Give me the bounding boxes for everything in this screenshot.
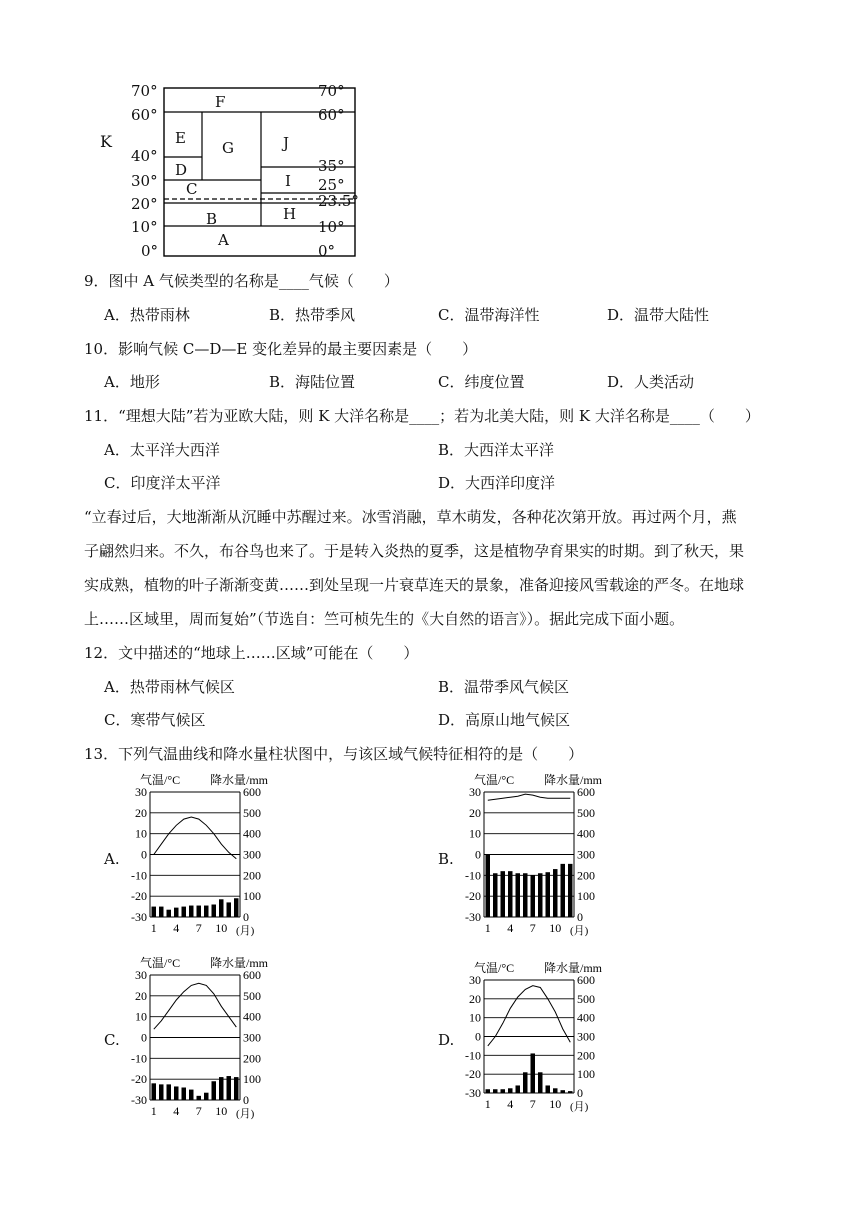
month-unit-label: (月) xyxy=(236,925,255,937)
chart-c-label: C. xyxy=(104,1031,120,1049)
temperature-tick-label: 30 xyxy=(135,785,147,799)
temperature-tick-label: -10 xyxy=(465,868,481,883)
precipitation-bar-5 xyxy=(516,873,521,917)
month-tick-label: 1 xyxy=(484,1097,491,1111)
lat-right-23-5: 23.5° xyxy=(318,192,359,210)
precipitation-tick-label: 300 xyxy=(577,1029,595,1044)
month-tick-label: 4 xyxy=(173,921,180,935)
region-a: A xyxy=(218,231,229,249)
q9-option-c: C．温带海洋性 xyxy=(438,306,540,324)
temperature-tick-label: -20 xyxy=(465,889,481,904)
precipitation-bar-10 xyxy=(553,1088,558,1093)
q11-option-a: A．太平洋大西洋 xyxy=(104,441,220,459)
precipitation-tick-label: 100 xyxy=(243,889,261,904)
precipitation-bar-1 xyxy=(486,855,491,918)
precipitation-bar-12 xyxy=(234,898,239,917)
precipitation-bar-8 xyxy=(538,873,543,917)
lat-left-0: 0° xyxy=(141,242,159,260)
q12-option-d: D．高原山地气候区 xyxy=(438,711,571,729)
chart-a-label: A. xyxy=(104,850,120,868)
q9-option-d: D．温带大陆性 xyxy=(607,306,710,324)
temperature-tick-label: 20 xyxy=(135,988,147,1003)
precipitation-bar-5 xyxy=(182,1088,187,1101)
lat-left-20: 20° xyxy=(131,195,158,213)
precipitation-bar-11 xyxy=(561,1090,566,1093)
precipitation-tick-label: 100 xyxy=(243,1072,261,1087)
precipitation-bar-4 xyxy=(174,1086,179,1100)
passage-line-1: “立春过后，大地渐渐从沉睡中苏醒过来。冰雪消融，草木萌发，各种花次第开放。再过两个月，燕 xyxy=(84,508,737,526)
precipitation-bar-2 xyxy=(493,1089,498,1093)
precipitation-tick-label: 0 xyxy=(243,1093,249,1107)
temperature-axis-title: 气温/°C xyxy=(140,956,181,970)
temperature-tick-label: 0 xyxy=(475,1029,481,1044)
precipitation-bar-1 xyxy=(152,1083,157,1100)
precipitation-bar-7 xyxy=(197,906,202,917)
temperature-tick-label: 10 xyxy=(135,826,147,841)
precipitation-bar-1 xyxy=(486,1089,491,1093)
month-unit-label: (月) xyxy=(570,1101,589,1113)
temperature-tick-label: 10 xyxy=(135,1009,147,1024)
temperature-tick-label: 30 xyxy=(469,785,481,799)
precipitation-bar-9 xyxy=(546,872,551,917)
precipitation-bar-5 xyxy=(516,1085,521,1093)
temperature-tick-label: 30 xyxy=(469,973,481,987)
precipitation-tick-label: 300 xyxy=(243,1030,261,1045)
lat-left-10: 10° xyxy=(131,218,158,236)
precipitation-tick-label: 600 xyxy=(243,968,261,982)
temperature-tick-label: 20 xyxy=(469,991,481,1006)
precipitation-bar-3 xyxy=(501,871,506,917)
climate-chart-b xyxy=(452,772,612,942)
temperature-tick-label: -10 xyxy=(131,1051,147,1066)
precipitation-tick-label: 400 xyxy=(577,826,595,841)
lat-left-70: 70° xyxy=(131,82,158,100)
precipitation-tick-label: 300 xyxy=(243,847,261,862)
temperature-axis-title: 气温/°C xyxy=(140,773,181,787)
precipitation-tick-label: 200 xyxy=(577,868,595,883)
q10-option-d: D．人类活动 xyxy=(607,373,695,391)
temperature-tick-label: 10 xyxy=(469,1010,481,1025)
precipitation-tick-label: 100 xyxy=(577,1067,595,1082)
temperature-tick-label: 20 xyxy=(469,805,481,820)
precipitation-bar-6 xyxy=(189,1090,194,1100)
chart-b-label: B. xyxy=(438,850,454,868)
month-unit-label: (月) xyxy=(236,1108,255,1120)
precipitation-bar-9 xyxy=(546,1085,551,1093)
question-12-stem: 12．文中描述的“地球上……区域”可能在（ ） xyxy=(84,644,419,662)
precipitation-bar-8 xyxy=(204,1093,209,1100)
q10-option-c: C．纬度位置 xyxy=(438,373,525,391)
region-e: E xyxy=(175,129,186,147)
q12-option-c: C．寒带气候区 xyxy=(104,711,206,729)
precipitation-bar-12 xyxy=(234,1077,239,1100)
climate-chart-c xyxy=(118,955,278,1125)
temperature-tick-label: 20 xyxy=(135,805,147,820)
month-tick-label: 7 xyxy=(529,1097,536,1111)
precipitation-tick-label: 500 xyxy=(243,988,261,1003)
precipitation-tick-label: 200 xyxy=(243,868,261,883)
temperature-tick-label: 0 xyxy=(475,847,481,862)
precipitation-tick-label: 0 xyxy=(243,910,249,924)
precipitation-bar-5 xyxy=(182,907,187,917)
precipitation-bar-11 xyxy=(561,864,566,917)
temperature-curve xyxy=(488,794,571,800)
precipitation-bar-8 xyxy=(204,906,209,917)
passage-line-4: 上……区域里，周而复始”（节选自：竺可桢先生的《大自然的语言》）。据此完成下面小题。 xyxy=(84,610,685,628)
q11-option-c: C．印度洋太平洋 xyxy=(104,474,221,492)
precipitation-tick-label: 500 xyxy=(577,805,595,820)
precipitation-bar-10 xyxy=(553,869,558,917)
question-13-stem: 13．下列气温曲线和降水量柱状图中，与该区域气候特征相符的是（ ） xyxy=(84,745,584,763)
climate-chart-d xyxy=(452,960,612,1118)
region-j: J xyxy=(283,134,290,152)
precipitation-tick-label: 200 xyxy=(243,1051,261,1066)
precipitation-tick-label: 600 xyxy=(243,785,261,799)
lat-left-60: 60° xyxy=(131,106,158,124)
precipitation-tick-label: 600 xyxy=(577,973,595,987)
temperature-tick-label: -30 xyxy=(465,1086,481,1100)
lat-left-30: 30° xyxy=(131,172,158,190)
precipitation-axis-title: 降水量/mm xyxy=(210,956,269,970)
question-10-stem: 10．影响气候 C—D—E 变化差异的最主要因素是（ ） xyxy=(84,340,478,358)
precipitation-bar-7 xyxy=(531,1053,536,1093)
precipitation-tick-label: 0 xyxy=(577,910,583,924)
precipitation-tick-label: 400 xyxy=(243,1009,261,1024)
precipitation-bar-2 xyxy=(493,873,498,917)
temperature-axis-title: 气温/°C xyxy=(474,961,515,975)
q10-option-b: B．海陆位置 xyxy=(269,373,356,391)
precipitation-bar-10 xyxy=(219,899,224,917)
temperature-tick-label: 10 xyxy=(469,826,481,841)
passage-line-2: 子翩然归来。不久，布谷鸟也来了。于是转入炎热的夏季，这是植物孕育果实的时期。到了秋天，果 xyxy=(84,542,745,560)
month-tick-label: 1 xyxy=(150,921,157,935)
precipitation-tick-label: 100 xyxy=(577,889,595,904)
q11-option-b: B．大西洋太平洋 xyxy=(438,441,555,459)
climate-chart-a xyxy=(118,772,278,942)
precipitation-tick-label: 400 xyxy=(577,1010,595,1025)
month-tick-label: 7 xyxy=(195,921,202,935)
precipitation-bar-11 xyxy=(227,1076,232,1100)
precipitation-bar-3 xyxy=(167,1084,172,1100)
precipitation-tick-label: 300 xyxy=(577,847,595,862)
precipitation-bar-6 xyxy=(523,873,528,917)
temperature-tick-label: -20 xyxy=(131,889,147,904)
q9-option-a: A．热带雨林 xyxy=(104,306,190,324)
q10-option-a: A．地形 xyxy=(104,373,160,391)
region-f: F xyxy=(215,93,226,111)
precipitation-tick-label: 500 xyxy=(577,991,595,1006)
precipitation-bar-11 xyxy=(227,902,232,917)
lat-right-35: 35° xyxy=(318,157,345,175)
precipitation-bar-4 xyxy=(508,1088,513,1093)
temperature-curve xyxy=(154,983,237,1029)
ideal-continent-diagram xyxy=(95,80,375,265)
month-tick-label: 1 xyxy=(150,1104,157,1118)
month-tick-label: 1 xyxy=(484,921,491,935)
temperature-tick-label: -10 xyxy=(465,1048,481,1063)
region-c: C xyxy=(186,180,198,198)
precipitation-tick-label: 400 xyxy=(243,826,261,841)
lat-right-70: 70° xyxy=(318,82,345,100)
region-g: G xyxy=(222,139,234,157)
q9-option-b: B．热带季风 xyxy=(269,306,356,324)
temperature-tick-label: -10 xyxy=(131,868,147,883)
lat-left-40: 40° xyxy=(131,147,158,165)
precipitation-axis-title: 降水量/mm xyxy=(544,773,603,787)
temperature-tick-label: -20 xyxy=(131,1072,147,1087)
temperature-tick-label: 0 xyxy=(141,847,147,862)
precipitation-bar-2 xyxy=(159,1084,164,1100)
precipitation-bar-6 xyxy=(523,1072,528,1093)
lat-right-25: 25° xyxy=(318,176,345,194)
temperature-tick-label: -30 xyxy=(465,910,481,924)
precipitation-bar-2 xyxy=(159,907,164,917)
temperature-tick-label: 30 xyxy=(135,968,147,982)
q11-option-d: D．大西洋印度洋 xyxy=(438,474,556,492)
q12-option-a: A．热带雨林气候区 xyxy=(104,678,235,696)
precipitation-bar-4 xyxy=(508,871,513,917)
precipitation-bar-8 xyxy=(538,1072,543,1093)
precipitation-bar-3 xyxy=(167,910,172,917)
temperature-tick-label: -20 xyxy=(465,1067,481,1082)
temperature-curve xyxy=(154,817,237,859)
month-tick-label: 4 xyxy=(507,921,514,935)
month-tick-label: 10 xyxy=(549,921,562,935)
month-tick-label: 7 xyxy=(195,1104,202,1118)
lat-right-60: 60° xyxy=(318,106,345,124)
month-tick-label: 7 xyxy=(529,921,536,935)
precipitation-bar-3 xyxy=(501,1089,506,1093)
lat-right-10: 10° xyxy=(318,218,345,236)
chart-d-label: D. xyxy=(438,1031,455,1049)
precipitation-bar-9 xyxy=(212,905,217,918)
month-tick-label: 10 xyxy=(215,1104,228,1118)
precipitation-axis-title: 降水量/mm xyxy=(210,773,269,787)
precipitation-bar-12 xyxy=(568,1091,573,1093)
precipitation-bar-12 xyxy=(568,864,573,917)
temperature-axis-title: 气温/°C xyxy=(474,773,515,787)
temperature-tick-label: -30 xyxy=(131,910,147,924)
lat-right-0: 0° xyxy=(318,242,336,260)
precipitation-axis-title: 降水量/mm xyxy=(544,961,603,975)
precipitation-bar-6 xyxy=(189,906,194,917)
ocean-label-k: K xyxy=(100,132,112,151)
region-i: I xyxy=(285,172,291,190)
precipitation-bar-7 xyxy=(197,1096,202,1100)
temperature-tick-label: -30 xyxy=(131,1093,147,1107)
precipitation-tick-label: 0 xyxy=(577,1086,583,1100)
month-tick-label: 10 xyxy=(215,921,228,935)
passage-line-3: 实成熟，植物的叶子渐渐变黄……到处呈现一片衰草连天的景象，准备迎接风雪载途的严冬。在地球 xyxy=(84,576,745,594)
month-tick-label: 4 xyxy=(173,1104,180,1118)
precipitation-tick-label: 600 xyxy=(577,785,595,799)
question-11-stem: 11．“理想大陆”若为亚欧大陆，则 K 大洋名称是____；若为北美大陆，则 K 大洋名称是____（ ） xyxy=(84,407,760,425)
precipitation-bar-7 xyxy=(531,875,536,917)
precipitation-bar-1 xyxy=(152,907,157,917)
region-h: H xyxy=(283,205,297,223)
precipitation-bar-4 xyxy=(174,908,179,917)
q12-option-b: B．温带季风气候区 xyxy=(438,678,570,696)
precipitation-bar-9 xyxy=(212,1081,217,1100)
precipitation-tick-label: 200 xyxy=(577,1048,595,1063)
temperature-tick-label: 0 xyxy=(141,1030,147,1045)
precipitation-bar-10 xyxy=(219,1077,224,1100)
month-unit-label: (月) xyxy=(570,925,589,937)
month-tick-label: 10 xyxy=(549,1097,562,1111)
question-9-stem: 9．图中 A 气候类型的名称是____气候（ ） xyxy=(84,272,399,290)
precipitation-tick-label: 500 xyxy=(243,805,261,820)
month-tick-label: 4 xyxy=(507,1097,514,1111)
region-d: D xyxy=(175,161,188,179)
region-b: B xyxy=(206,210,218,228)
